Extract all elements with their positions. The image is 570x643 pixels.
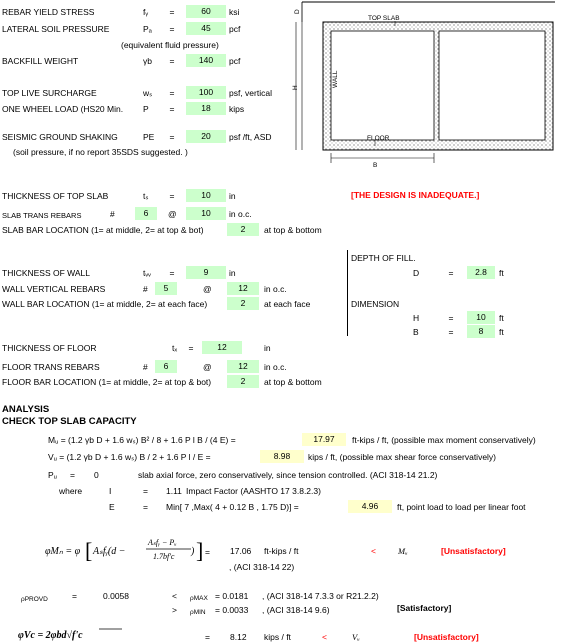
seismic-unit: psf /ft, ASD [229,132,272,142]
wheel-load-eq: = [169,104,175,114]
wall-bar-location-value[interactable]: 2 [227,297,259,310]
vu-expression: Vᵤ = (1.2 γb D + 1.6 wₛ) B / 2 + 1.6 P l / E = [48,452,211,462]
dimension-h-unit: ft [499,313,504,323]
floor-thickness-unit: in [264,343,271,353]
dimension-b-unit: ft [499,327,504,337]
slab-rebar-unit: in o.c. [229,209,252,219]
wall-rebar-spacing[interactable]: 12 [227,282,259,295]
svg-text:φVc = 2φbd√f'c: φVc = 2φbd√f'c [18,630,83,641]
design-verdict: [THE DESIGN IS INADEQUATE.] [351,190,480,200]
svg-text:1.7bf'c: 1.7bf'c [153,552,175,561]
wall-rebar-at: @ [203,284,212,294]
svg-text:): ) [191,546,195,557]
dimension-h-symbol: H [413,313,420,323]
svg-text:φMₙ = φ: φMₙ = φ [45,546,81,557]
diagram-h-label: H [292,85,299,90]
backfill-weight-unit: pcf [229,56,241,66]
phimn-value: 17.06 [230,546,252,556]
rho-max-symbol: ρMAX [190,595,208,602]
analysis-heading: ANALYSIS [2,404,50,415]
floor-thickness-label: THICKNESS OF FLOOR [2,343,97,353]
rebar-yield-symbol: fᵧ [143,7,149,17]
phimn-ref: , (ACI 318-14 22) [229,562,295,572]
slab-thickness-value[interactable]: 10 [186,189,226,202]
rebar-yield-unit: ksi [229,7,240,17]
live-surcharge-eq: = [169,88,175,98]
slab-thickness-symbol: tₛ [143,191,149,201]
backfill-weight-label: BACKFILL WEIGHT [2,56,79,66]
floor-rebar-at: @ [203,362,212,372]
rho-min-value: = 0.0033 [215,605,249,615]
floor-rebar-spacing[interactable]: 12 [227,360,259,373]
impact-symbol: I [109,486,112,496]
phivc-unit: kips / ft [264,632,291,642]
floor-rebar-label: FLOOR TRANS REBARS [2,362,100,372]
soil-pressure-eq: = [169,24,175,34]
wheel-load-unit: kips [229,104,245,114]
dimension-b-value[interactable]: 8 [467,325,495,338]
depth-fill-eq: = [448,268,454,278]
e-symbol: E [109,502,115,512]
diagram-top-slab-label: TOP SLAB [368,15,400,22]
impact-eq: = [143,486,148,496]
slab-rebar-at: @ [168,209,177,219]
floor-rebar-unit: in o.c. [264,362,287,372]
slab-bar-location-label: SLAB BAR LOCATION (1= at middle, 2= at top & bot) [2,225,204,235]
mu-value: 17.97 [302,433,346,446]
wall-thickness-value[interactable]: 9 [186,266,226,279]
rho-min-symbol: ρMIN [190,609,206,616]
pu-eq: = [70,470,75,480]
rho-max-value: = 0.0181 [215,591,249,601]
rho-min-ref: , (ACI 318-14 9.6) [262,605,330,615]
wall-thickness-eq: = [169,268,175,278]
soil-pressure-symbol: Pₐ [143,24,152,34]
pu-symbol: Pᵤ [48,470,57,480]
slab-rebar-label: SLAB TRANS REBARS [2,211,82,220]
wall-thickness-label: THICKNESS OF WALL [2,268,91,278]
impact-note: Impact Factor (AASHTO 17 3.8.2.3) [186,486,321,496]
seismic-value[interactable]: 20 [186,130,226,143]
phimn-unit: ft-kips / ft [264,546,299,556]
soil-pressure-value[interactable]: 45 [186,22,226,35]
floor-bar-location-unit: at top & bottom [264,377,322,387]
floor-thickness-symbol: tₓ [172,343,178,353]
seismic-note: (soil pressure, if no report 35SDS suggested. ) [13,147,188,157]
wall-bar-location-label: WALL BAR LOCATION (1= at middle, 2= at each face) [2,299,208,309]
phivc-compare: < [322,632,327,642]
dimension-h-value[interactable]: 10 [467,311,495,324]
rho-result: [Satisfactory] [397,603,452,613]
svg-text:[: [ [85,538,93,563]
slab-bar-location-unit: at top & bottom [264,225,322,235]
soil-pressure-note: (equivalent fluid pressure) [121,40,219,50]
slab-rebar-size[interactable]: 6 [135,207,157,220]
wall-thickness-symbol: tᵥᵥ [143,268,151,278]
e-note: ft, point load to load per linear foot [397,502,526,512]
culvert-diagram [285,0,570,175]
slab-thickness-eq: = [169,191,175,201]
floor-bar-location-value[interactable]: 2 [227,375,259,388]
wall-thickness-unit: in [229,268,236,278]
live-surcharge-value[interactable]: 100 [186,86,226,99]
slab-thickness-unit: in [229,191,236,201]
diagram-wall-label: WALL [332,70,339,88]
rho-value: 0.0058 [103,591,129,601]
mu-note: ft-kips / ft, (possible max moment conservatively) [352,435,536,445]
depth-fill-label: DEPTH OF FILL. [351,253,416,263]
rebar-yield-label: REBAR YIELD STRESS [2,7,95,17]
rho-compare-min: > [172,605,177,615]
floor-thickness-value[interactable]: 12 [202,341,242,354]
wheel-load-value[interactable]: 18 [186,102,226,115]
live-surcharge-unit: psf, vertical [229,88,272,98]
rho-compare-max: < [172,591,177,601]
diagram-floor-label: FLOOR [367,135,390,142]
svg-text:Aₛfᵧ(d −: Aₛfᵧ(d − [93,546,126,557]
phivc-rhs: Vᵤ [352,632,360,642]
rho-provd-symbol: ρPROVD [21,596,48,603]
rebar-yield-eq: = [169,7,175,17]
seismic-symbol: PE [143,132,155,142]
where-label: where [59,486,83,496]
e-expression: Min[ 7 ,Max( 4 + 0.12 B , 1.75 D)] = [166,502,299,512]
floor-bar-location-label: FLOOR BAR LOCATION (1= at middle, 2= at top & bot) [2,377,212,387]
phi-mn-formula [45,534,205,568]
phivc-value: 8.12 [230,632,247,642]
analysis-subheading: CHECK TOP SLAB CAPACITY [2,416,137,427]
phivc-eq: = [205,632,210,642]
phimn-result: [Unsatisfactory] [441,546,506,556]
soil-pressure-label: LATERAL SOIL PRESSURE [2,24,110,34]
depth-fill-value[interactable]: 2.8 [467,266,495,279]
backfill-weight-eq: = [169,56,175,66]
floor-rebar-hash: # [143,362,148,372]
dimension-b-symbol: B [413,327,419,337]
live-surcharge-symbol: wₛ [143,88,153,98]
phimn-compare: < [371,546,376,556]
wheel-load-label: ONE WHEEL LOAD (HS20 Min. [2,104,124,114]
live-surcharge-label: TOP LIVE SURCHARGE [2,88,97,98]
backfill-weight-value[interactable]: 140 [186,54,226,67]
vu-value: 8.98 [260,450,304,463]
wall-rebar-label: WALL VERTICAL REBARS [2,284,106,294]
depth-fill-unit: ft [499,268,504,278]
mu-expression: Mᵤ = (1.2 γb D + 1.6 wₛ) B² / 8 + 1.6 P l B / (4 E) = [48,435,236,445]
backfill-weight-symbol: γb [143,56,152,66]
floor-rebar-size[interactable]: 6 [155,360,177,373]
phi-vc-formula [18,627,128,641]
rebar-yield-value[interactable]: 60 [186,5,226,18]
dimension-label: DIMENSION [351,299,400,309]
seismic-label: SEISMIC GROUND SHAKING [2,132,118,142]
seismic-eq: = [169,132,175,142]
slab-bar-location-value[interactable]: 2 [227,223,259,236]
soil-pressure-unit: pcf [229,24,241,34]
e-value: 4.96 [348,500,392,513]
wall-rebar-unit: in o.c. [264,284,287,294]
slab-rebar-hash: # [110,209,115,219]
svg-text:]: ] [196,538,204,563]
wall-rebar-hash: # [143,284,148,294]
floor-thickness-eq: = [188,343,194,353]
pu-note: slab axial force, zero conservatively, since tension controlled. (ACI 318-14 21.2) [138,470,438,480]
impact-value: 1.11 [166,486,182,496]
slab-thickness-label: THICKNESS OF TOP SLAB [2,191,109,201]
slab-rebar-spacing[interactable]: 10 [186,207,226,220]
wheel-load-symbol: P [143,104,149,114]
wall-rebar-size[interactable]: 5 [155,282,177,295]
phimn-rhs: Mᵤ [398,546,408,556]
diagram-b-label: B [373,162,378,169]
phimn-eq: = [205,547,210,557]
divider-line [347,250,348,336]
e-eq: = [143,502,148,512]
depth-fill-symbol: D [413,268,420,278]
rho-eq: = [72,591,77,601]
dimension-b-eq: = [448,327,454,337]
wall-bar-location-unit: at each face [264,299,311,309]
rho-max-ref: , (ACI 318-14 7.3.3 or R21.2.2) [262,591,379,601]
pu-value: 0 [94,470,99,480]
svg-text:Aₛfᵧ − Pᵤ: Aₛfᵧ − Pᵤ [148,538,177,547]
diagram-d-label: D [294,9,301,14]
phivc-result: [Unsatisfactory] [414,632,479,642]
dimension-h-eq: = [448,313,454,323]
vu-note: kips / ft, (possible max shear force conservatively) [308,452,497,462]
